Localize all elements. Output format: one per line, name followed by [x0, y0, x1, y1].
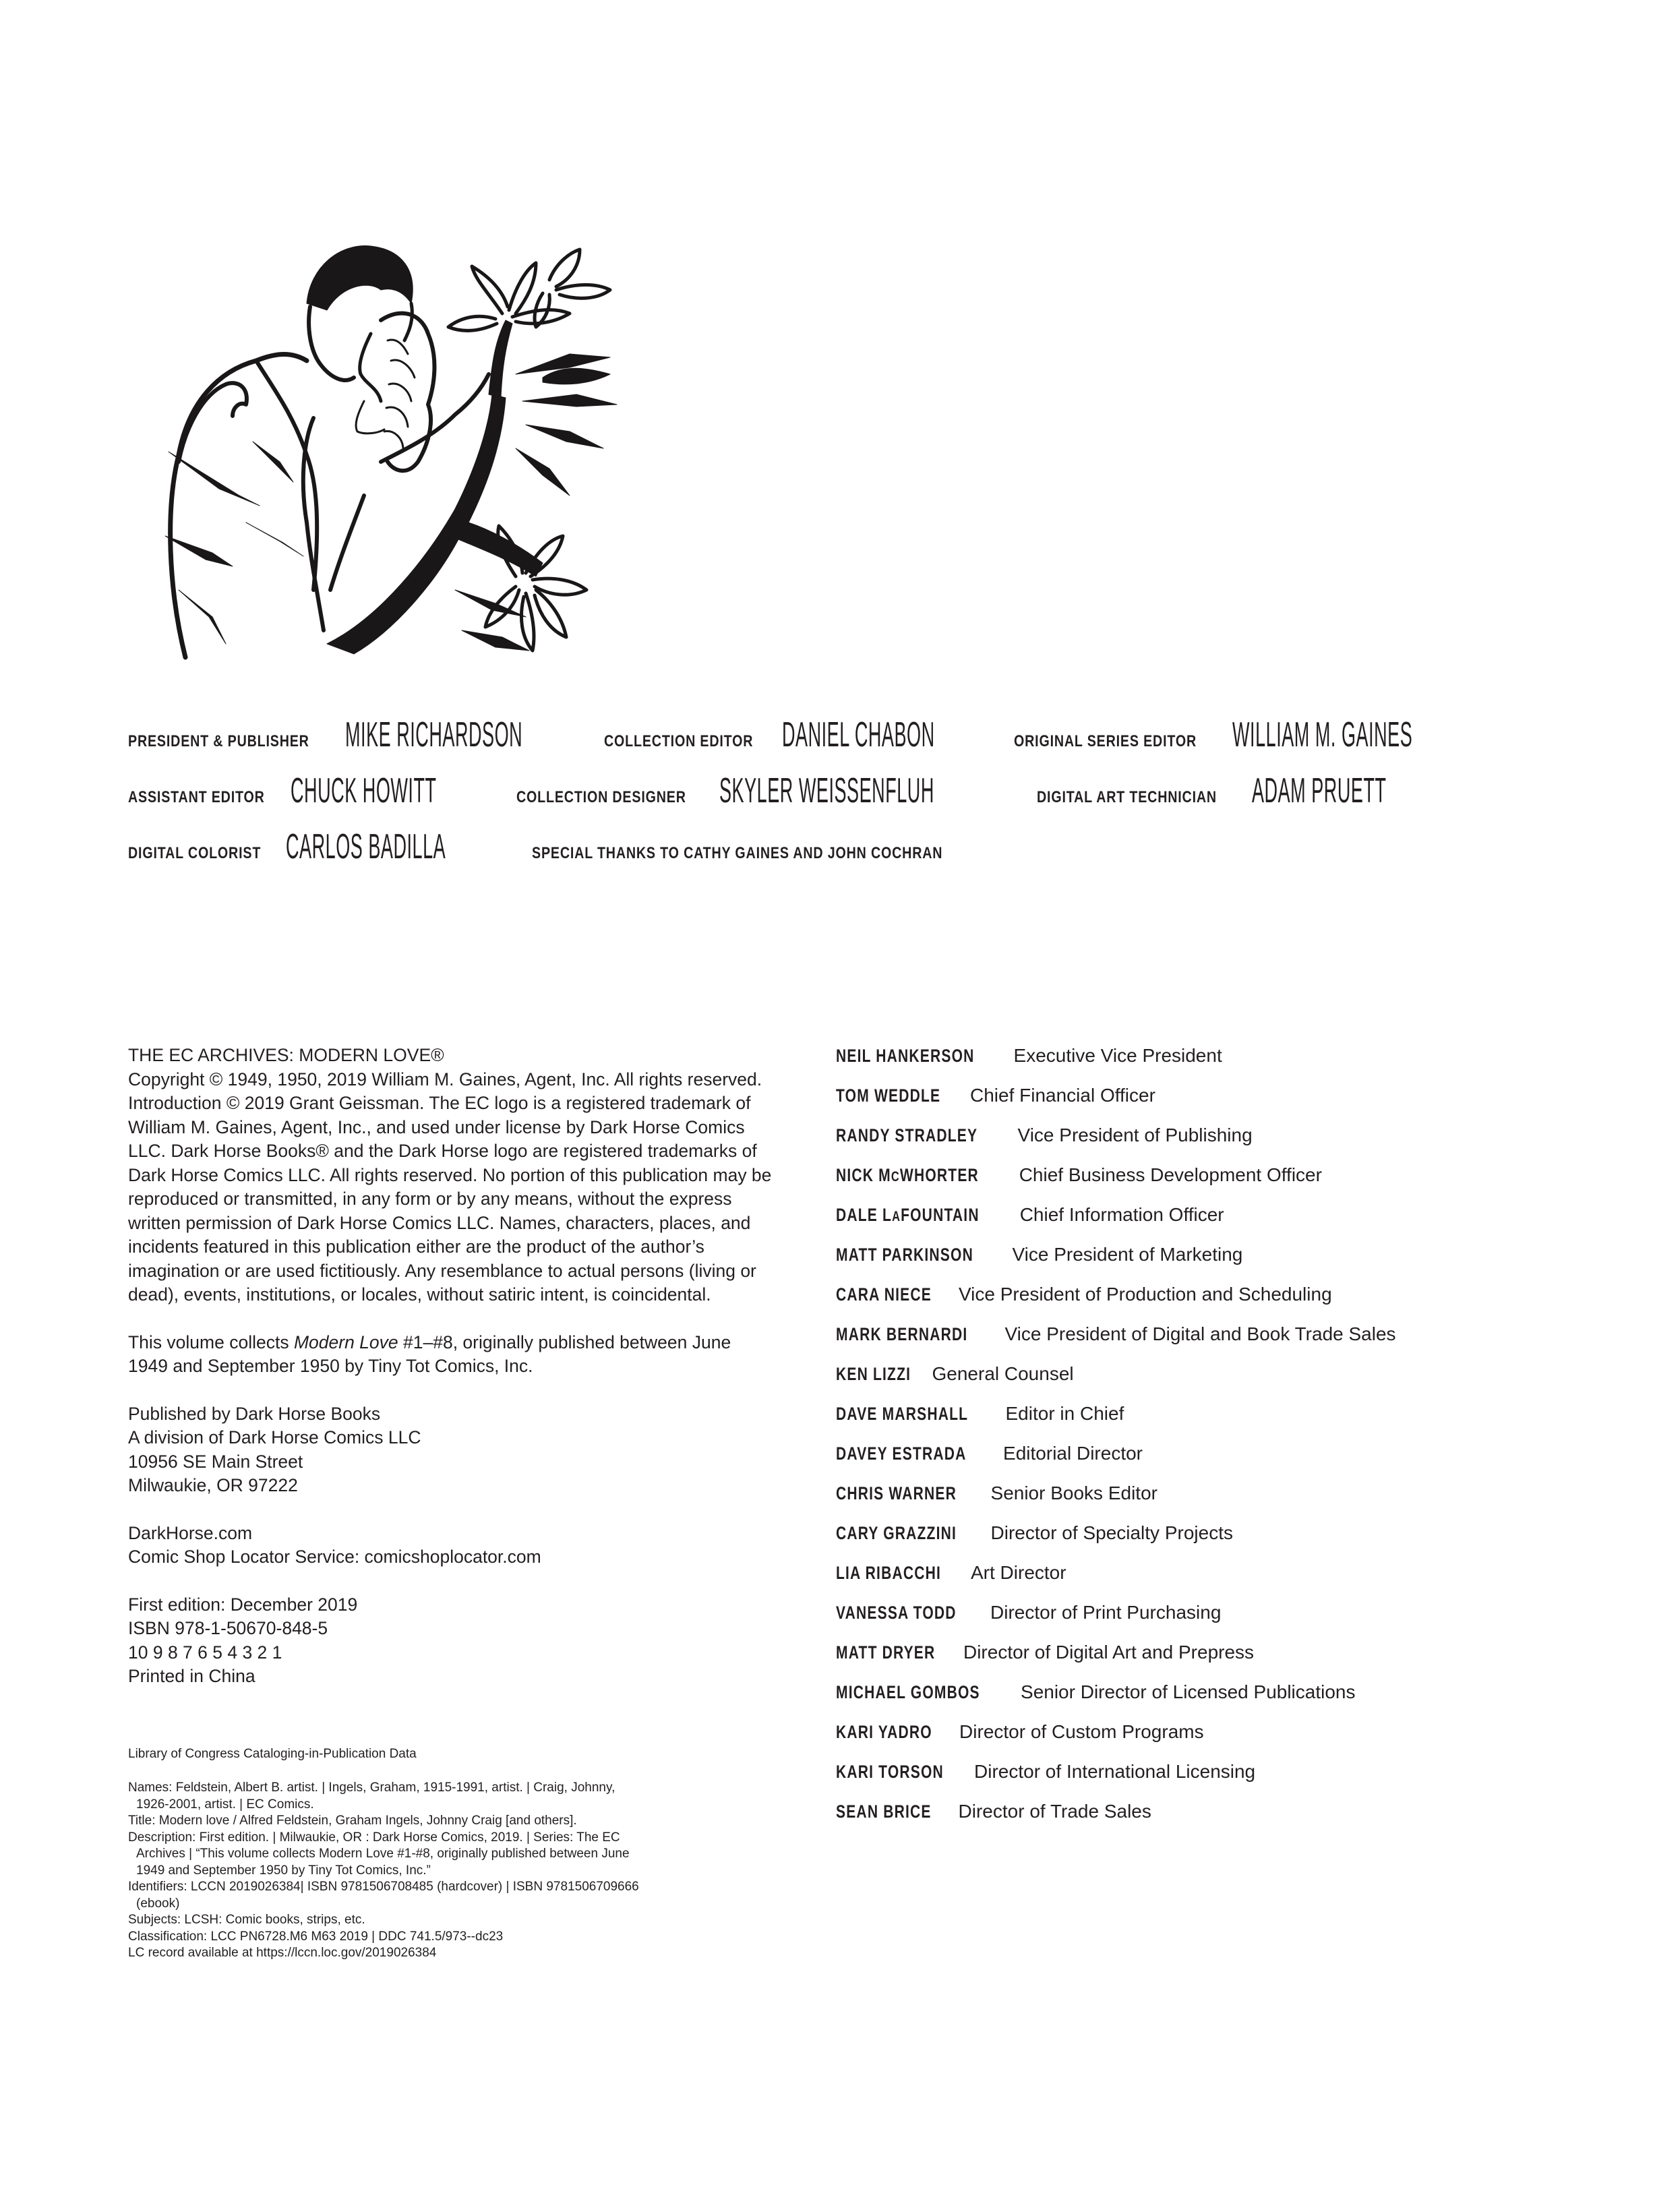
staff-row: KEN LIZZI General Counsel	[836, 1363, 1074, 1384]
credit-line	[128, 771, 1544, 827]
credit-line	[128, 715, 1544, 771]
book-title: THE EC ARCHIVES: MODERN LOVE®	[128, 1045, 444, 1065]
staff-row: LIA RIBACCHI Art Director	[836, 1562, 1066, 1583]
cip-data	[128, 1780, 640, 1962]
credit-president-publisher	[128, 715, 686, 755]
isbn: ISBN 978-1-50670-848-5	[128, 1618, 328, 1638]
credit-name: DANIEL CHABON	[781, 715, 935, 754]
publisher-address: Published by Dark Horse Books A division of Dark Horse Comics LLC 10956 SE Main Street Milwaukie, OR 97222	[128, 1403, 421, 1495]
staff-row: RANDY STRADLEY Vice President of Publishing	[836, 1125, 1253, 1145]
cip-heading: Library of Congress Cataloging-in-Publication Data	[128, 1747, 417, 1761]
credit-label: COLLECTION DESIGNER	[516, 788, 686, 806]
credit-digital-colorist	[128, 827, 594, 867]
comic-shop-locator: Comic Shop Locator Service: comicshoplocator.com	[128, 1547, 541, 1567]
cip-subjects: Subjects: LCSH: Comic books, strips, etc.	[128, 1913, 365, 1927]
credit-label: DIGITAL ART TECHNICIAN	[1036, 788, 1217, 806]
staff-row: DAVE MARSHALL Editor in Chief	[836, 1403, 1124, 1424]
staff-row: TOM WEDDLE Chief Financial Officer	[836, 1085, 1155, 1106]
staff-row: CARA NIECE Vice President of Production and Scheduling	[836, 1284, 1332, 1305]
special-thanks: SPECIAL THANKS TO CATHY GAINES AND JOHN COCHRAN	[531, 844, 942, 862]
credit-label: PRESIDENT & PUBLISHER	[128, 732, 309, 750]
staff-row: CHRIS WARNER Senior Books Editor	[836, 1483, 1157, 1503]
staff-row: DALE LAFOUNTAIN Chief Information Officer	[836, 1204, 1224, 1225]
credit-name: CARLOS BADILLA	[286, 827, 446, 866]
printing-line: 10 9 8 7 6 5 4 3 2 1	[128, 1642, 282, 1663]
staff-row: KARI TORSON Director of International Licensing	[836, 1761, 1256, 1782]
printed-in: Printed in China	[128, 1666, 255, 1686]
couple-kissing-illustration	[138, 239, 644, 667]
credit-digital-art-technician	[1037, 771, 1511, 811]
credit-collection-editor	[604, 715, 1076, 755]
edition-info	[128, 1593, 775, 1689]
copyright-notice: Copyright © 1949, 1950, 2019 William M. Gaines, Agent, Inc. All rights reserved. Introduction © 2019 Grant Geissman. The EC logo is a registered trademark of William M. Gaines, Agent, Inc., and used under license by Dark Horse Comics LLC. Dark Horse Books® and the Dark Horse logo are registered trademarks of Dark Horse Comics LLC. All rights reserved. No portion of this publication may be reproduced or transmitted, in any form or by any means, without the express written permission of Dark Horse Comics LLC. Names, characters, places, and incidents featured in this publication either are the product of the author’s imagination or are used fictitiously. Any resemblance to actual persons (living or dead), events, institutions, or locales, without satiric intent, is coincidental.	[128, 1069, 772, 1305]
website-link: DarkHorse.com	[128, 1522, 253, 1543]
credit-name: WILLIAM M. GAINES	[1232, 715, 1413, 754]
indicia	[128, 1044, 775, 1712]
cip-description: Description: First edition. | Milwaukie, OR : Dark Horse Comics, 2019. | Series: The EC Archives | “This volume collects Modern Love #1-#8, originally published between June 1949 and September 1950 by Tiny Tot Comics, Inc.”	[128, 1830, 630, 1878]
staff-row: SEAN BRICE Director of Trade Sales	[836, 1801, 1151, 1822]
staff-row: DAVEY ESTRADA Editorial Director	[836, 1443, 1143, 1464]
staff-row: MICHAEL GOMBOS Senior Director of Licensed Publications	[836, 1681, 1356, 1702]
staff-row: VANESSA TODD Director of Print Purchasing	[836, 1602, 1222, 1623]
cip-record: LC record available at https://lccn.loc.gov/2019026384	[128, 1946, 437, 1960]
credit-label: ORIGINAL SERIES EDITOR	[1013, 732, 1197, 750]
staff-row: NEIL HANKERSON Executive Vice President	[836, 1045, 1222, 1066]
credit-name: MIKE RICHARDSON	[344, 715, 522, 754]
credit-name: CHUCK HOWITT	[291, 771, 437, 810]
staff-row: CARY GRAZZINI Director of Specialty Projects	[836, 1522, 1233, 1543]
credit-original-series-editor	[1014, 715, 1579, 755]
credit-assistant-editor	[128, 771, 572, 811]
series-title: Modern Love	[293, 1332, 398, 1352]
cip-names: Names: Feldstein, Albert B. artist. | Ingels, Graham, 1915-1991, artist. | Craig, Johnny, 1926-2001, artist. | EC Comics.	[128, 1781, 615, 1812]
credit-label: ASSISTANT EDITOR	[128, 788, 265, 806]
web-links	[128, 1522, 775, 1570]
staff-row: KARI YADRO Director of Custom Programs	[836, 1721, 1204, 1742]
staff-row: NICK MCWHORTER Chief Business Development Officer	[836, 1164, 1322, 1185]
staff-row: MATT DRYER Director of Digital Art and Prepress	[836, 1642, 1255, 1663]
cip-title: Title: Modern love / Alfred Feldstein, Graham Ingels, Johnny Craig [and others].	[128, 1814, 577, 1828]
credit-name: ADAM PRUETT	[1252, 771, 1387, 810]
credit-label: COLLECTION EDITOR	[603, 732, 754, 750]
collects-note: This volume collects Modern Love #1–#8, originally published between June 1949 and September 1950 by Tiny Tot Comics, Inc.	[128, 1332, 731, 1376]
credit-label: DIGITAL COLORIST	[128, 844, 262, 862]
staff-row: MATT PARKINSON Vice President of Marketing	[836, 1244, 1243, 1265]
credit-name: SKYLER WEISSENFLUH	[719, 771, 934, 810]
staff-list	[836, 1045, 1577, 1841]
cip-classification: Classification: LCC PN6728.M6 M63 2019 | DDC 741.5/973--dc23	[128, 1929, 504, 1944]
staff-credits	[128, 715, 1544, 883]
staff-row: MARK BERNARDI Vice President of Digital and Book Trade Sales	[836, 1323, 1396, 1344]
cip-identifiers: Identifiers: LCCN 2019026384| ISBN 9781506708485 (hardcover) | ISBN 9781506709666 (ebook)	[128, 1880, 639, 1911]
edition-date: First edition: December 2019	[128, 1594, 358, 1615]
credit-line	[128, 827, 1544, 883]
